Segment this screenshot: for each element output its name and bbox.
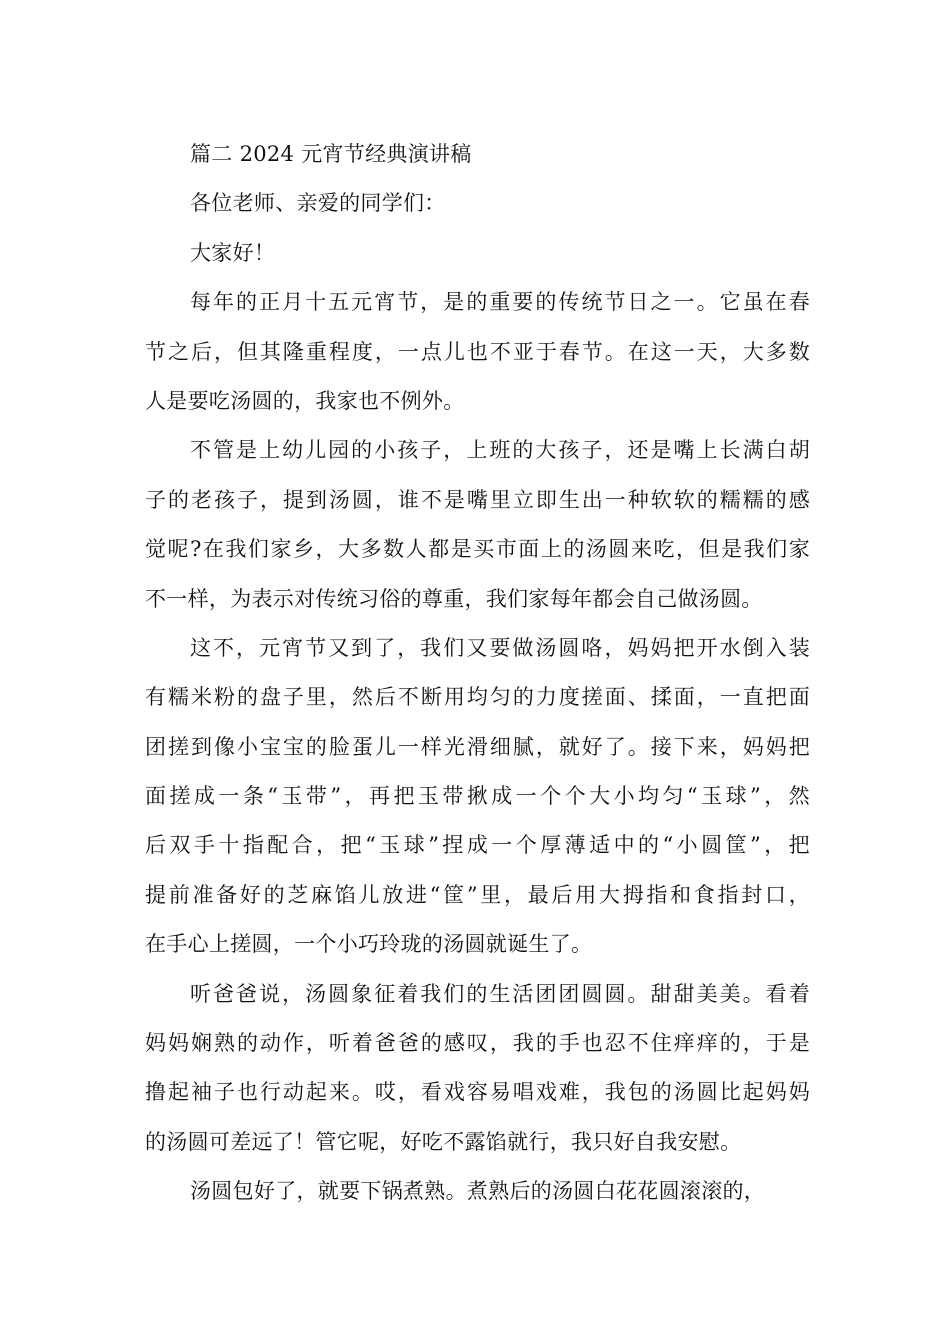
paragraph-line: 这不，元宵节又到了，我们又要做汤圆咯，妈妈把开水倒入装 [190,635,810,660]
paragraph-line: 后双手十指配合，把“玉球”捏成一个厚薄适中的“小圆筐”，把 [145,833,810,858]
document-page [145,130,810,1217]
paragraph-line: 在手心上搓圆，一个小巧玲珑的汤圆就诞生了。 [145,932,593,957]
paragraph-1 [145,278,810,426]
paragraph-line: 不管是上幼儿园的小孩子，上班的大孩子，还是嘴上长满白胡 [190,438,810,463]
paragraph-line: 汤圆包好了，就要下锅煮熟。煮熟后的汤圆白花花圆滚滚的， [190,1179,766,1204]
paragraph-line: 不一样，为表示对传统习俗的尊重，我们家每年都会自己做汤圆。 [145,586,763,611]
paragraph-3 [145,624,810,970]
greeting: 大家好！ [190,240,276,265]
paragraph-2 [145,426,810,624]
paragraph-line: 的汤圆可差远了！管它呢，好吃不露馅就行，我只好自我安慰。 [145,1129,742,1154]
paragraph-line: 撸起袖子也行动起来。哎，看戏容易唱戏难，我包的汤圆比起妈妈 [145,1080,810,1105]
paragraph-4 [145,970,810,1168]
paragraph-line: 面搓成一条“玉带”，再把玉带揪成一个个大小均匀“玉球”，然 [145,784,810,809]
paragraph-line: 有糯米粉的盘子里，然后不断用均匀的力度搓面、揉面，一直把面 [145,685,810,710]
paragraph-5 [145,1167,810,1216]
paragraph-line: 觉呢?在我们家乡，大多数人都是买市面上的汤圆来吃，但是我们家 [145,537,810,562]
paragraph-line: 子的老孩子，提到汤圆，谁不是嘴里立即生出一种软软的糯糯的感 [145,487,810,512]
paragraph-line: 提前准备好的芝麻馅儿放进“筐”里，最后用大拇指和食指封口， [145,882,810,907]
paragraph-line: 妈妈娴熟的动作，听着爸爸的感叹，我的手也忍不住痒痒的，于是 [145,1031,810,1056]
paragraph-line: 每年的正月十五元宵节，是的重要的传统节日之一。它虽在春 [190,290,810,315]
paragraph-line: 团搓到像小宝宝的脸蛋儿一样光滑细腻，就好了。接下来，妈妈把 [145,734,810,759]
paragraph-line: 节之后，但其隆重程度，一点儿也不亚于春节。在这一天，大多数 [145,339,810,364]
paragraph-line: 人是要吃汤圆的，我家也不例外。 [145,388,465,413]
salutation: 各位老师、亲爱的同学们： [190,191,446,216]
paragraph-line: 听爸爸说，汤圆象征着我们的生活团团圆圆。甜甜美美。看着 [190,981,810,1006]
document-title: 篇二 2024 元宵节经典演讲稿 [190,142,472,166]
